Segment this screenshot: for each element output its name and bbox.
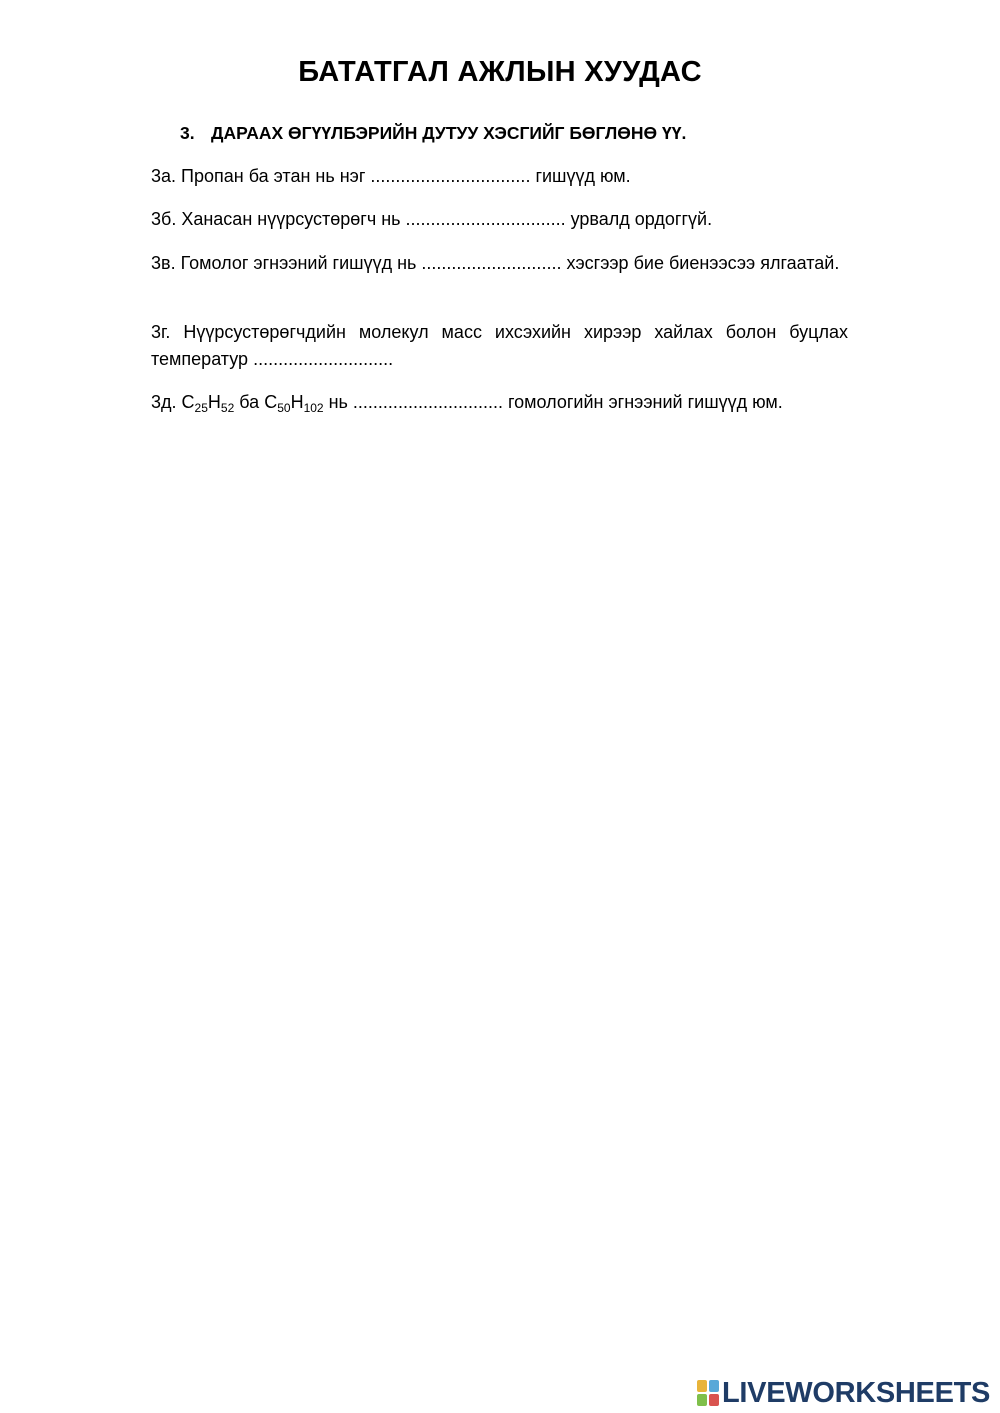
carbon-symbol: C [264,392,278,412]
liveworksheets-logo [697,1377,990,1409]
question-text: Гомолог эгнээний гишүүд нь ............................ хэсгээр бие биенээсээ ялгаатай. [180,253,840,273]
question-3v [151,250,848,277]
hydrogen-count: 102 [303,401,324,415]
section-heading-text: ДАРААХ ӨГҮҮЛБЭРИЙН ДУТУУ ХЭСГИЙГ БӨГЛӨНӨ ҮҮ. [211,123,687,143]
formula-1 [181,392,235,415]
question-label: 3а. [151,166,177,186]
question-label: 3в. [151,253,176,273]
question-text: Ханасан нүүрсустөрөгч нь ................................ урвалд ордоггүй. [181,209,713,229]
question-label: 3б. [151,209,177,229]
question-text: Нүүрсустөрөгчдийн молекул масс ихсэхийн хирээр хайлах болон буцлах температур ............................ [151,322,848,369]
section-heading [180,123,686,144]
question-text: Пропан ба этан нь нэг ................................ гишүүд юм. [181,166,631,186]
question-label: 3д. [151,392,177,412]
logo-text: LIVEWORKSHEETS [722,1376,991,1409]
question-label: 3г. [151,322,171,342]
carbon-symbol: C [181,392,195,412]
page-title: БАТАТГАЛ АЖЛЫН ХУУДАС [298,56,702,88]
hydrogen-symbol: H [207,392,221,412]
hydrogen-symbol: H [290,392,304,412]
carbon-count: 50 [277,401,291,415]
question-3b [151,206,848,233]
question-text: нь .............................. гомологийн эгнээний гишүүд юм. [328,392,783,412]
question-3g [151,319,848,373]
hydrogen-count: 52 [220,401,235,415]
liveworksheets-logo-icon [697,1380,719,1406]
carbon-count: 25 [194,401,208,415]
question-3a [151,163,848,190]
formula-2 [264,392,324,415]
connector-text: ба [239,392,260,412]
question-3d [151,389,848,416]
section-number: 3. [180,123,195,143]
